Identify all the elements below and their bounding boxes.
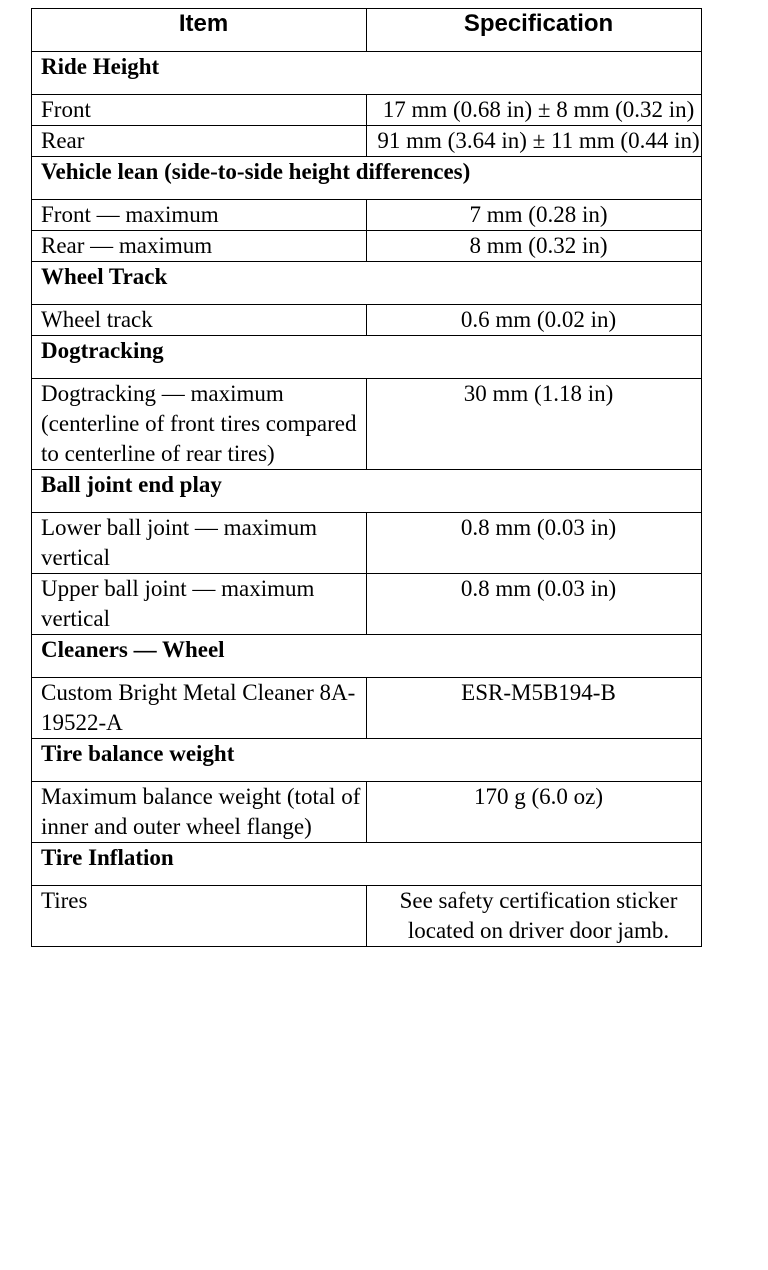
specification-column-header: Specification xyxy=(367,9,702,52)
table-row xyxy=(32,513,702,574)
spec-cell: 17 mm (0.68 in) ± 8 mm (0.32 in) xyxy=(367,95,702,126)
spec-cell: ESR-M5B194-B xyxy=(367,678,702,739)
section-title: Tire balance weight xyxy=(32,739,702,782)
spec-cell: 0.6 mm (0.02 in) xyxy=(367,305,702,336)
table-row xyxy=(32,782,702,843)
table-row xyxy=(32,574,702,635)
item-cell: Front — maximum xyxy=(32,200,367,231)
spec-cell: 30 mm (1.18 in) xyxy=(367,379,702,470)
item-cell: Front xyxy=(32,95,367,126)
table-row xyxy=(32,305,702,336)
item-cell: Rear xyxy=(32,126,367,157)
spec-cell: 0.8 mm (0.03 in) xyxy=(367,574,702,635)
section-row-wheel-track xyxy=(32,262,702,305)
spec-cell: 7 mm (0.28 in) xyxy=(367,200,702,231)
section-title: Cleaners — Wheel xyxy=(32,635,702,678)
item-column-header: Item xyxy=(32,9,367,52)
item-cell: Tires xyxy=(32,886,367,947)
section-title: Dogtracking xyxy=(32,336,702,379)
spec-cell: 170 g (6.0 oz) xyxy=(367,782,702,843)
section-row-tire-inflation xyxy=(32,843,702,886)
item-cell: Maximum balance weight (total of inner and outer wheel flange) xyxy=(32,782,367,843)
section-title: Ride Height xyxy=(32,52,702,95)
table-row xyxy=(32,379,702,470)
item-cell: Wheel track xyxy=(32,305,367,336)
spec-cell: 8 mm (0.32 in) xyxy=(367,231,702,262)
section-title: Vehicle lean (side-to-side height differences) xyxy=(32,157,702,200)
section-row-cleaners-wheel xyxy=(32,635,702,678)
spec-cell: See safety certification sticker located on driver door jamb. xyxy=(367,886,702,947)
spec-cell: 0.8 mm (0.03 in) xyxy=(367,513,702,574)
section-title: Wheel Track xyxy=(32,262,702,305)
table-row xyxy=(32,886,702,947)
table-row xyxy=(32,126,702,157)
table-row xyxy=(32,678,702,739)
table-header-row xyxy=(32,9,702,52)
item-cell: Rear — maximum xyxy=(32,231,367,262)
table-row xyxy=(32,200,702,231)
section-row-dogtracking xyxy=(32,336,702,379)
item-cell: Custom Bright Metal Cleaner 8A-19522-A xyxy=(32,678,367,739)
section-title: Ball joint end play xyxy=(32,470,702,513)
item-cell: Dogtracking — maximum (centerline of front tires compared to centerline of rear tires) xyxy=(32,379,367,470)
section-title: Tire Inflation xyxy=(32,843,702,886)
section-row-ball-joint-end-play xyxy=(32,470,702,513)
item-cell: Lower ball joint — maximum vertical xyxy=(32,513,367,574)
table-row xyxy=(32,231,702,262)
section-row-tire-balance-weight xyxy=(32,739,702,782)
spec-cell: 91 mm (3.64 in) ± 11 mm (0.44 in) xyxy=(367,126,702,157)
section-row-ride-height xyxy=(32,52,702,95)
specification-table xyxy=(31,8,702,947)
table-row xyxy=(32,95,702,126)
item-cell: Upper ball joint — maximum vertical xyxy=(32,574,367,635)
section-row-vehicle-lean xyxy=(32,157,702,200)
